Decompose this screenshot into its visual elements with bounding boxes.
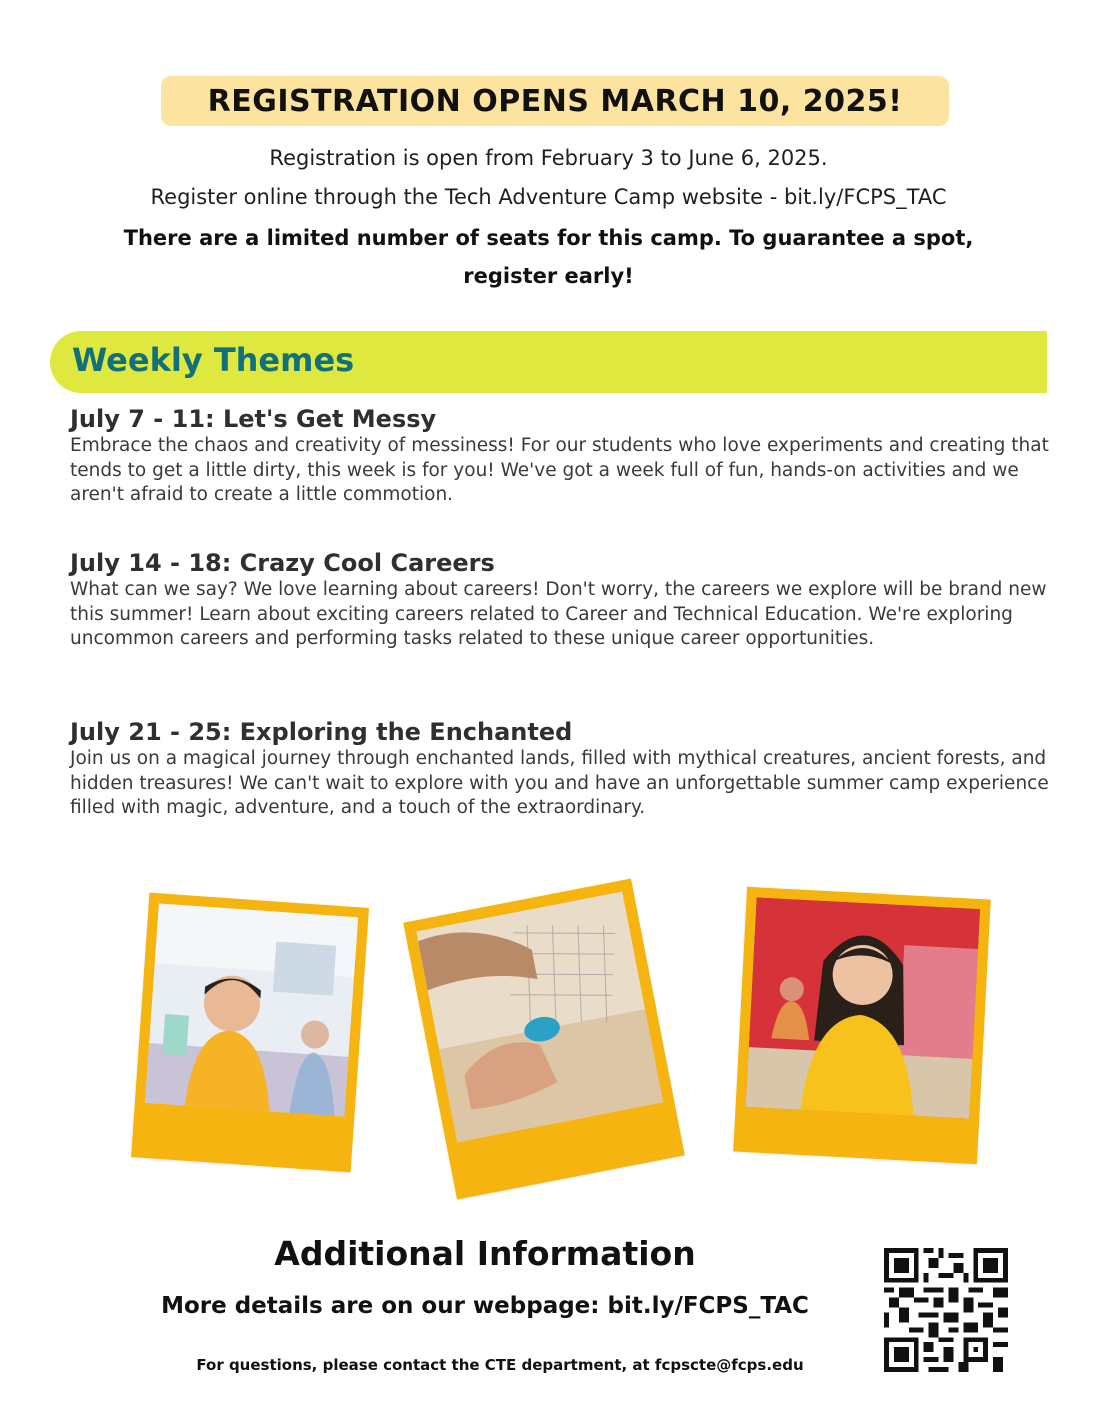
theme-week-1 bbox=[70, 404, 1055, 508]
theme-title: July 7 - 11: Let's Get Messy bbox=[70, 405, 437, 433]
theme-description: Embrace the chaos and creativity of messiness! For our students who love experiments and creating that tends to get a little dirty, this week is for you! We've got a week full of fun, hands-on activities and we aren't afraid to create a little commotion. bbox=[70, 435, 1049, 505]
additional-info-details: More details are on our webpage: bit.ly/FCPS_TAC bbox=[161, 1293, 809, 1319]
registration-online: Register online through the Tech Adventure Camp website - bit.ly/FCPS_TAC bbox=[150, 185, 947, 209]
weekly-themes-heading: Weekly Themes bbox=[72, 341, 355, 379]
additional-info-heading: Additional Information bbox=[274, 1234, 696, 1273]
camp-photo-hands-crafting bbox=[416, 891, 663, 1142]
theme-week-2 bbox=[70, 548, 1055, 652]
additional-info-contact: For questions, please contact the CTE department, at fcpscte@fcps.edu bbox=[196, 1356, 804, 1374]
theme-description: Join us on a magical journey through enchanted lands, filled with mythical creatures, ancient forests, and hidden treasures! We can't wait to explore with you and have an unforgettable summer camp experience filled with magic, adventure, and a touch of the extraordinary. bbox=[70, 748, 1049, 818]
qr-code-icon bbox=[884, 1248, 1008, 1372]
registration-limited-line1: There are a limited number of seats for this camp. To guarantee a spot, bbox=[123, 226, 974, 250]
theme-week-3 bbox=[70, 717, 1055, 821]
registration-open-dates: Registration is open from February 3 to June 6, 2025. bbox=[269, 146, 828, 170]
camp-photo-girl-smiling bbox=[746, 897, 981, 1118]
weekly-themes-banner bbox=[50, 331, 1047, 393]
theme-title: July 21 - 25: Exploring the Enchanted bbox=[70, 718, 573, 746]
photo-frame-2 bbox=[403, 878, 685, 1199]
photo-frame-1 bbox=[131, 893, 369, 1173]
registration-limited-line2: register early! bbox=[463, 264, 634, 288]
camp-photo-child-smiling bbox=[145, 903, 358, 1116]
registration-banner-text: REGISTRATION OPENS MARCH 10, 2025! bbox=[207, 83, 903, 119]
theme-title: July 14 - 18: Crazy Cool Careers bbox=[70, 549, 495, 577]
photo-frame-3 bbox=[733, 887, 991, 1164]
theme-description: What can we say? We love learning about careers! Don't worry, the careers we explore will be brand new this summer! Learn about exciting careers related to Career and Technical Education. We're exploring uncommon careers and performing tasks related to these unique career opportunities. bbox=[70, 579, 1047, 649]
registration-banner bbox=[161, 76, 949, 126]
